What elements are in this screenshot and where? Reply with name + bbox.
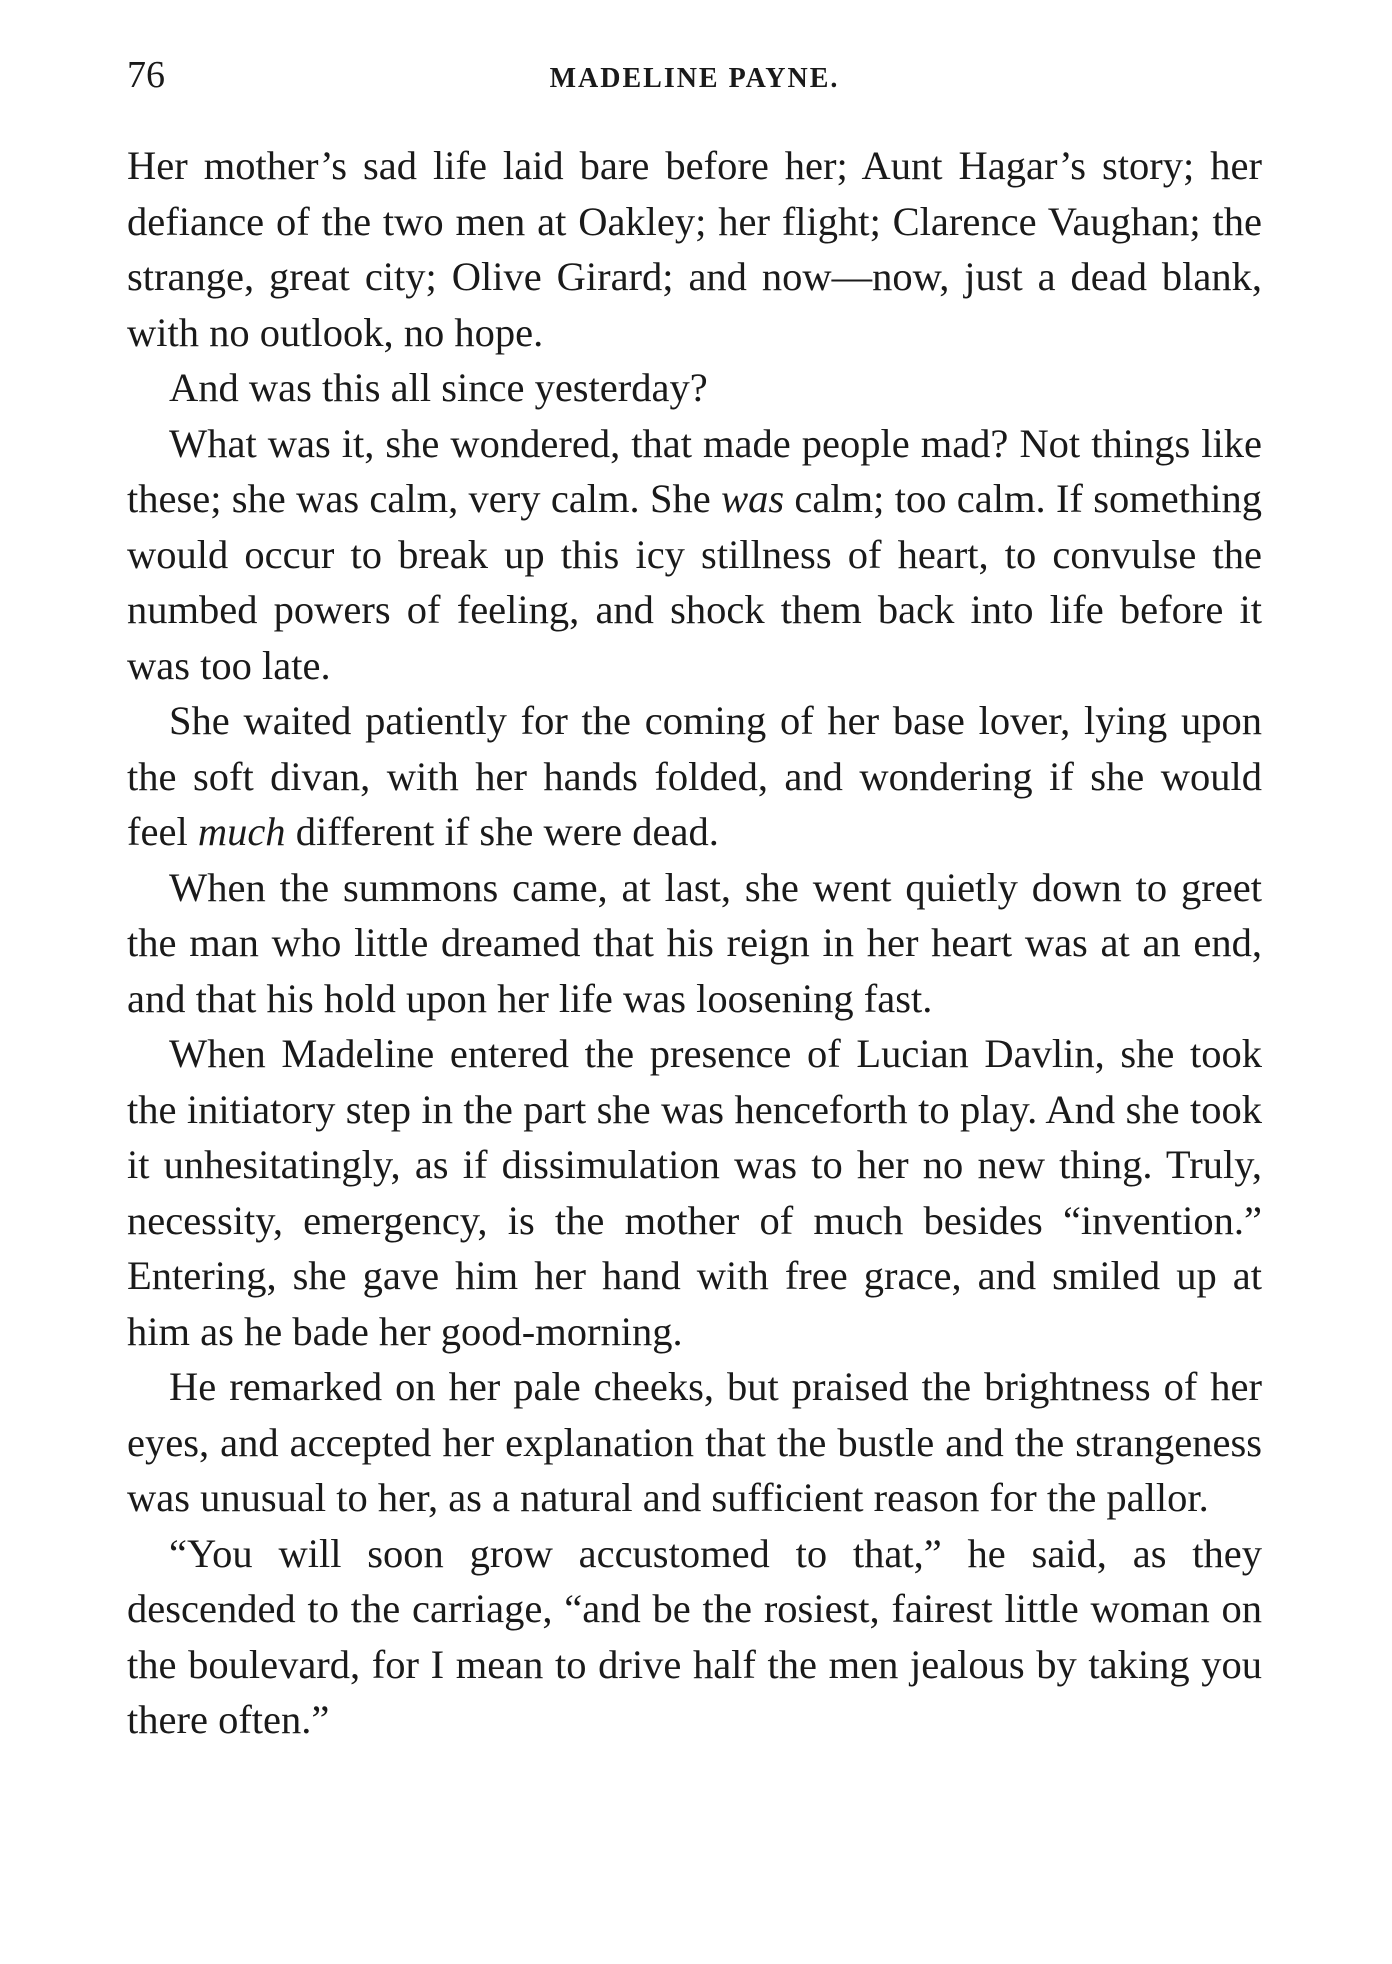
paragraph: When the summons came, at last, she went quietly down to greet the man who little dreamed that his reign in her heart was at an end, and that his hold upon her life was loosening fast. bbox=[127, 864, 1262, 1021]
paragraph: Her mother’s sad life laid bare before her; Aunt Hagar’s story; her defiance of the two men at Oakley; her flight; Clarence Vaughan; the strange, great city; Olive Girard; and now—now, just a dead blank, with no outlook, no hope. bbox=[127, 143, 1262, 355]
body-text bbox=[127, 138, 1262, 1748]
paragraph-text: calm; too calm. If something would occur to break up this icy stillness of heart, to convulse the numbed powers of feeling, and shock them back into life before it was too late. bbox=[127, 476, 1262, 688]
paragraph: When Madeline entered the presence of Lucian Davlin, she took the initiatory step in the part she was henceforth to play. And she took it unhesitatingly, as if dissimulation was to her no new thing. Truly, necessity, emergency, is the mother of much besides “invention.” Entering, she gave him her hand with free grace, and smiled up at him as he bade her good-morning. bbox=[127, 1031, 1262, 1354]
paragraph-text: She waited patiently for the coming of her base lover, lying upon the soft divan, with her hands folded, and wondering if she would feel bbox=[127, 698, 1262, 854]
paragraph-text: different if she were dead. bbox=[285, 809, 719, 854]
page-header bbox=[127, 50, 1262, 100]
paragraph: “You will soon grow accustomed to that,” he said, as they descended to the carriage, “and be the rosiest, fairest little woman on the boulevard, for I mean to drive half the men jealous by taking you there often.” bbox=[127, 1530, 1262, 1742]
italic-text: much bbox=[197, 809, 286, 854]
paragraph bbox=[127, 416, 1262, 694]
italic-text: was bbox=[721, 476, 785, 521]
running-title: MADELINE PAYNE. bbox=[549, 63, 840, 94]
paragraph: And was this all since yesterday? bbox=[169, 365, 708, 410]
paragraph bbox=[127, 693, 1262, 860]
paragraph: He remarked on her pale cheeks, but praised the brightness of her eyes, and accepted her explanation that the bustle and the strangeness was unusual to her, as a natural and sufficient reason for the pallor. bbox=[127, 1364, 1262, 1520]
page-number: 76 bbox=[127, 54, 165, 96]
paragraph-text: What was it, she wondered, that made people mad? Not things like these; she was calm, very calm. She bbox=[127, 420, 1262, 521]
